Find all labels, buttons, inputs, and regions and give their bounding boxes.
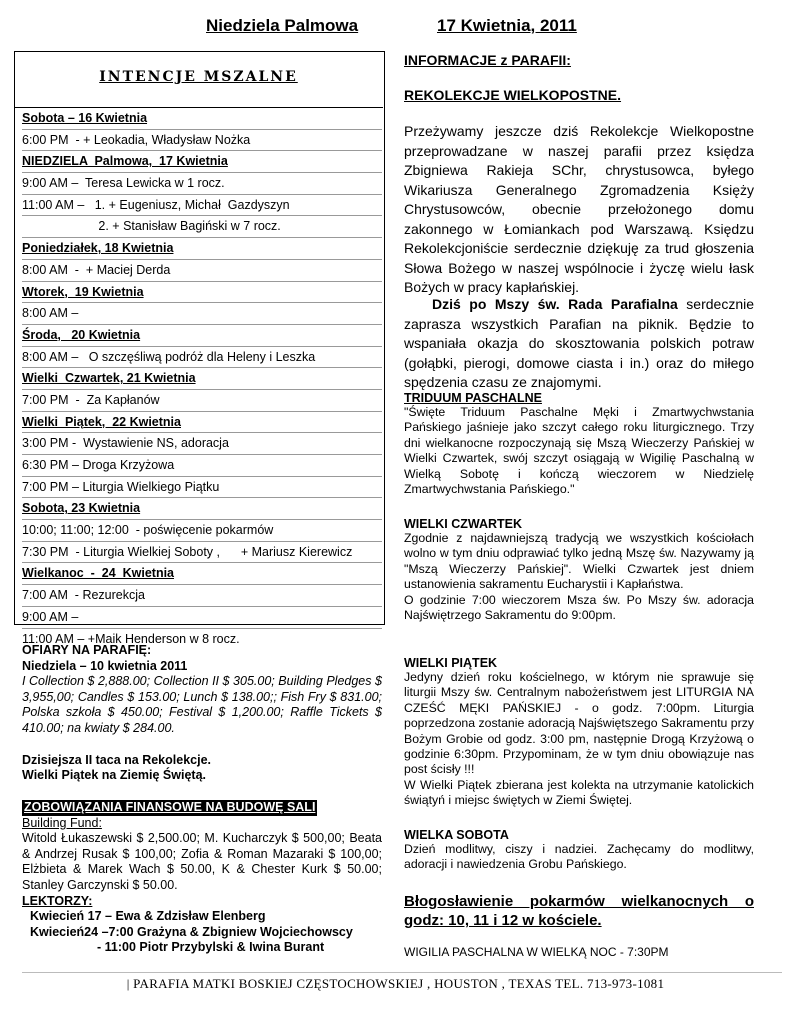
rekolekcje-body: Przeżywamy jeszcze dziś Rekolekcje Wielkopostne przeprowadzane w naszej parafii przez księdza Zbigniewa Rakieja SChr, chrystusowca, byłego Wikariusza Generalnego Zgromadzenia Księży Chrystusowców, obecnie przełożonego domu zakonnego w Łomiankach pod Warszawą. Księdzu Rekolekcjoniście serdecznie dziękuję za trud głoszenia Słowa Bożego w naszej wspólnocie i życzę wielu łask Bożych w pracy kapłańskiej. [404,123,754,295]
schedule-mass-entry: 10:00; 11:00; 12:00 - poświęcenie pokarmów [22,520,382,542]
ofiary-body: I Collection $ 2,888.00; Collection II $ 305.00; Building Pledges $ 3,955,00; Candles $ 153.00; Lunch $ 138.00;; Fish Fry $ 831.00; Polska szkoła $ 450.00; Festival $ 1,200.00; Raffle Tickets $ 410.00; na kwiaty $ 284.00. [22,674,382,735]
rekolekcje-heading: REKOLEKCJE WIELKOPOSTNE. [404,87,622,103]
piatek-section [404,656,754,809]
blessing-notice: Błogosławienie pokarmów wielkanocnych o godz: 10, 11 i 12 w kościele. [404,893,754,929]
intencje-header [14,51,383,108]
schedule-day-heading: Wielkanoc - 24 Kwietnia [22,563,382,585]
footer-divider [22,972,782,973]
sobota-section [404,828,754,873]
footer: | PARAFIA MATKI BOSKIEJ CZĘSTOCHOWSKIEJ , HOUSTON , TEXAS TEL. 713-973-1081 [126,976,665,991]
lektorzy-line-3: - 11:00 Piotr Przybylski & Iwina Burant [97,940,325,955]
schedule-mass-entry: 9:00 AM – [22,607,382,629]
building-fund-label: Building Fund: [22,815,102,830]
schedule-day-heading: Wielki Piątek, 22 Kwietnia [22,412,382,434]
lektorzy-line-2: Kwiecień24 –7:00 Grażyna & Zbigniew Wojciechowscy [30,924,353,939]
czwartek-section [404,517,754,623]
piatek-heading: WIELKI PIĄTEK [404,656,498,670]
piknik-bold: Dziś po Mszy św. Rada Parafialna [432,296,678,312]
piknik-paragraph [404,295,754,393]
zobowiazania-heading: ZOBOWIĄZANIA FINANSOWE NA BUDOWĘ SALI [24,800,316,814]
schedule-mass-entry: 7:00 PM – Liturgia Wielkiego Piątku [22,477,382,499]
piatek-body: Jedyny dzień roku kościelnego, w którym nie sprawuje się liturgii Mszy św. Centralnym nabożeństwem jest LITURGIA NA CZEŚĆ MĘKI PAŃSKIEJ - o godz. 7:00pm. Liturgia poprzedzona zostanie adoracją Najświętszego Sakramentu przy Bożym Grobie od godz. 3:00 pm, następnie Drogą Krzyżową o godzinie 6:30pm. Przypominam, że w tym dniu obowiązuje nas post ścisły !!! [404,670,754,777]
czwartek-body-2: O godzinie 7:00 wieczorem Msza św. Po Mszy św. adoracja Najświętrzego Sakramentu do 9:00pm. [404,592,754,623]
sobota-body: Dzień modlitwy, ciszy i nadziei. Zachęcamy do modlitwy, adoracji i nawiedzenia Grobu Pańskiego. [404,842,754,872]
schedule-mass-entry: 11:00 AM – 1. + Eugeniusz, Michał Gazdyszyn [22,195,382,217]
schedule-mass-entry: 9:00 AM – Teresa Lewicka w 1 rocz. [22,173,382,195]
triduum-body: "Święte Triduum Paschalne Męki i Zmartwychwstania Pańskiego jaśnieje jako szczyt całego roku liturgicznego. Trzy dni wielkanocne rozpoczynają się Mszą Wieczerzy Pańskiej w Wielki Czwartek, swój szczyt osiągają w Wigilię Paschalną w Wielką Sobotę i kończą wieczorem w Niedzielę Zmartwychwstania Pańskiego." [404,405,754,497]
zobowiazania-section [22,800,382,956]
info-heading: INFORMACJE z PARAFII: [404,52,571,68]
schedule-mass-entry: 3:00 PM - Wystawienie NS, adoracja [22,433,382,455]
schedule-day-heading: Wtorek, 19 Kwietnia [22,282,382,304]
sobota-heading: WIELKA SOBOTA [404,828,509,842]
piknik-body: serdecznie zaprasza wszystkich Parafian na piknik. Będzie to wspaniała okazja do skosztowania polskich potraw (gołąbki, pierogi, domowe ciasta i in.) oraz do miłego spędzenia czasu ze znajomymi. [404,296,755,390]
intencje-heading: INTENCJE MSZALNE [99,69,298,85]
wigilia-notice: WIGILIA PASCHALNA W WIELKĄ NOC - 7:30PM [404,945,669,959]
schedule-day-heading: Sobota, 23 Kwietnia [22,498,382,520]
schedule-mass-entry: 6:30 PM – Droga Krzyżowa [22,455,382,477]
schedule-day-heading: NIEDZIELA Palmowa, 17 Kwietnia [22,151,382,173]
title-date: 17 Kwietnia, 2011 [437,16,577,35]
schedule-mass-entry: 8:00 AM – [22,303,382,325]
lektorzy-line-1: Kwiecień 17 – Ewa & Zdzisław Elenberg [30,909,266,924]
triduum-heading: TRIDUUM PASCHALNE [404,391,542,405]
schedule-mass-entry: 7:30 PM - Liturgia Wielkiej Soboty , + Mariusz Kierewicz [22,542,382,564]
piatek-note: Wielki Piątek na Ziemię Świętą. [22,768,206,783]
schedule-mass-entry: 2. + Stanisław Bagiński w 7 rocz. [22,216,382,238]
schedule-day-heading: Wielki Czwartek, 21 Kwietnia [22,368,382,390]
lektorzy-heading: LEKTORZY: [22,893,93,908]
schedule-mass-entry: 7:00 AM - Rezurekcja [22,585,382,607]
building-fund-body: Witold Łukaszewski $ 2,500.00; M. Kucharczyk $ 500,00; Beata & Andrzej Rusak $ 100,00; Zofia & Roman Mazaraki $ 100,00; Elżbieta & Marek Wach $ 50.00, K & Chester Kurk $ 50.00; Stanley Garczynski $ 50.00. [22,831,382,892]
ofiary-section [22,643,382,784]
piatek-body-2: W Wielki Piątek zbierana jest kolekta na utrzymanie katolickich świątyń i miejsc świętych w Ziemi Świętej. [404,777,754,808]
mass-schedule [22,108,382,649]
czwartek-body: Zgodnie z najdawniejszą tradycją we wszystkich kościołach wolno w tym dniu odprawiać tylko jedną Mszę św. Nazywamy ją "Mszą Wieczerzy Pańskiej". Wielki Czwartek jest dniem ustanowienia sakramentu Eucharystii i Kapłaństwa. [404,531,754,592]
ofiary-date: Niedziela – 10 kwietnia 2011 [22,658,188,673]
schedule-mass-entry: 8:00 AM - + Maciej Derda [22,260,382,282]
schedule-day-heading: Środa, 20 Kwietnia [22,325,382,347]
taca-note: Dzisiejsza II taca na Rekolekcje. [22,752,211,767]
triduum-section [404,391,754,497]
ofiary-heading: OFIARY NA PARAFIĘ: [22,643,152,657]
schedule-day-heading: Poniedziałek, 18 Kwietnia [22,238,382,260]
schedule-mass-entry: 8:00 AM – O szczęśliwą podróż dla Heleny i Leszka [22,347,382,369]
schedule-mass-entry: 7:00 PM - Za Kapłanów [22,390,382,412]
title-left: Niedziela Palmowa [206,16,359,35]
schedule-mass-entry: 6:00 PM - + Leokadia, Władysław Nożka [22,130,382,152]
schedule-mass-entry: 11:00 AM – +Maik Henderson w 8 rocz. [22,631,240,646]
schedule-day-heading: Sobota – 16 Kwietnia [22,108,382,130]
czwartek-heading: WIELKI CZWARTEK [404,517,523,531]
